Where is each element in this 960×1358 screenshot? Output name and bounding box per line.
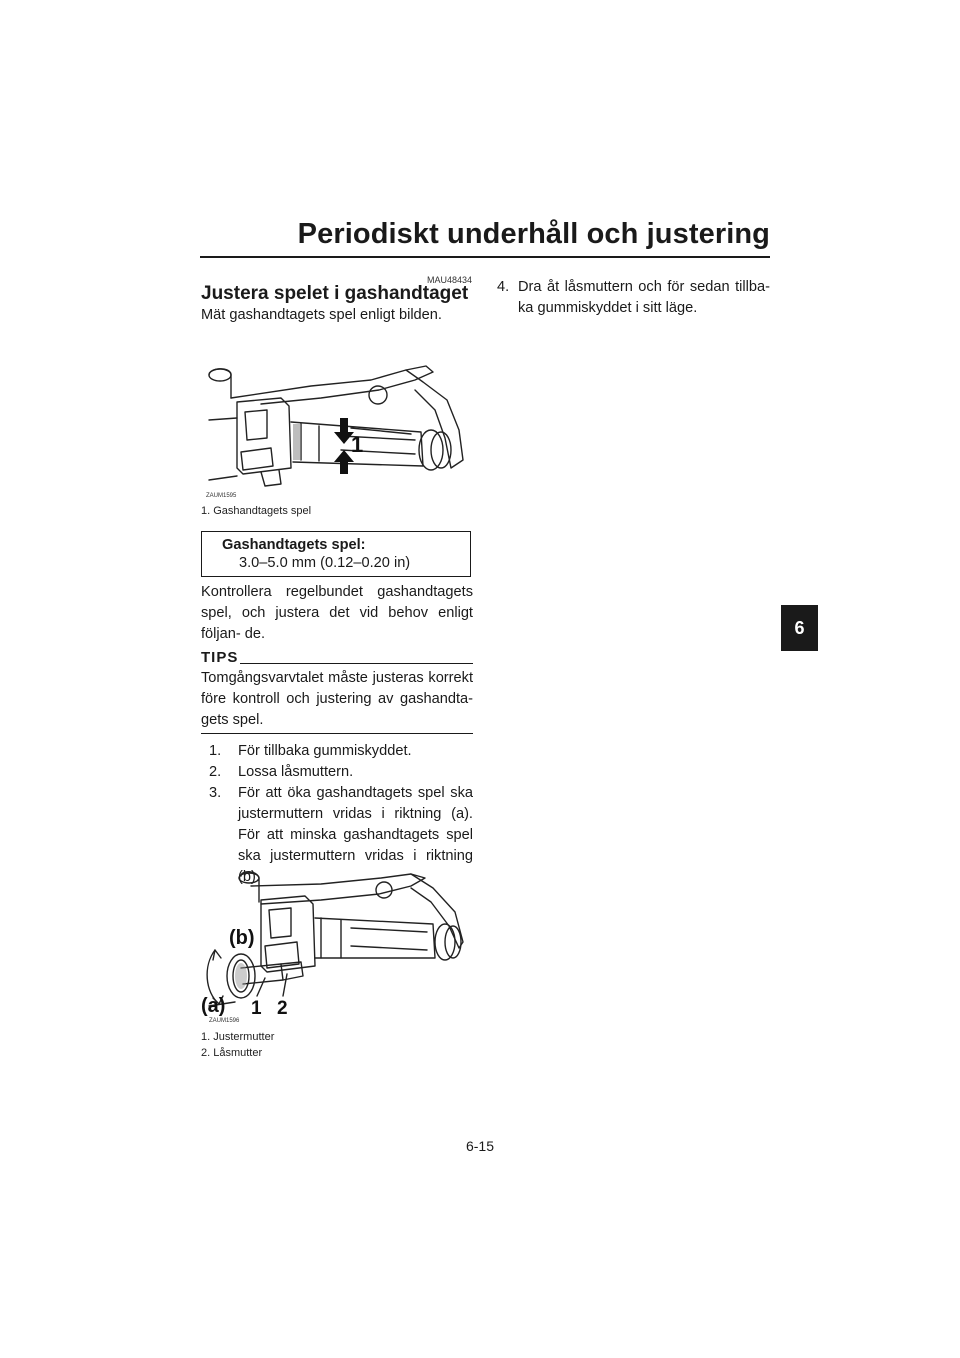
step-number: 1. [209,743,222,759]
step-text: För att öka gashandtagets spel ska justermuttern vridas i riktning (a). För att minska gashandtagets spel ska justermuttern vridas i riktning (b). [238,785,473,885]
step-number: 2. [209,764,222,780]
section-code: MAU48434 [426,275,472,285]
intro-text: Mät gashandtagets spel enligt bilden. [201,307,442,323]
section-heading: Justera spelet i gashandtaget [201,283,469,304]
step-item [209,741,473,762]
step-item [497,277,770,319]
tips-heading: TIPS [201,649,239,666]
paragraph-check: Kontrollera regelbundet gashandtagets spel, och justera det vid behov enligt följan- de. [201,584,473,642]
figure1-caption: 1. Gashandtagets spel [201,505,312,517]
step-text: Dra åt låsmuttern och för sedan tillba- ka gummiskyddet i sitt läge. [518,279,770,316]
step-text: Lossa låsmuttern. [238,764,354,780]
figure2-callout-2: 2 [277,998,288,1019]
figure-adjusting-nut [201,866,473,1026]
tips-rule-bottom [201,733,473,734]
figure2-caption: 1. Justermutter [201,1031,275,1043]
throttle-grip-illustration [201,340,473,500]
figure2-caption-list [201,1029,274,1061]
step-item [209,762,473,783]
step-text: För tillbaka gummiskyddet. [238,743,412,759]
figure2-label-b: (b) [229,927,255,949]
tips-rule-top [240,663,473,664]
figure1-callout: 1 [351,432,364,457]
figure2-image-code: ZAUM1596 [209,1018,240,1024]
title-rule [200,256,770,258]
figure2-callout-1: 1 [251,998,262,1019]
spec-value: 3.0–5.0 mm (0.12–0.20 in) [239,555,411,571]
figure-throttle-free-play [201,340,473,500]
adjuster-illustration [201,866,473,1026]
figure2-caption: 2. Låsmutter [201,1047,263,1059]
page-title: Periodiskt underhåll och justering [297,218,770,250]
step-number: 3. [209,785,222,801]
chapter-tab: 6 [781,605,818,651]
tips-text: Tomgångsvarvtalet måste justeras korrekt före kontroll och justering av gashandta- gets spel. [201,670,473,728]
figure2-label-a: (a) [201,995,226,1017]
page-number: 6-15 [465,1138,495,1154]
spec-box [201,531,471,577]
figure1-image-code: ZAUM1595 [206,493,237,499]
step-number: 4. [497,279,510,295]
spec-label: Gashandtagets spel: [222,537,366,553]
